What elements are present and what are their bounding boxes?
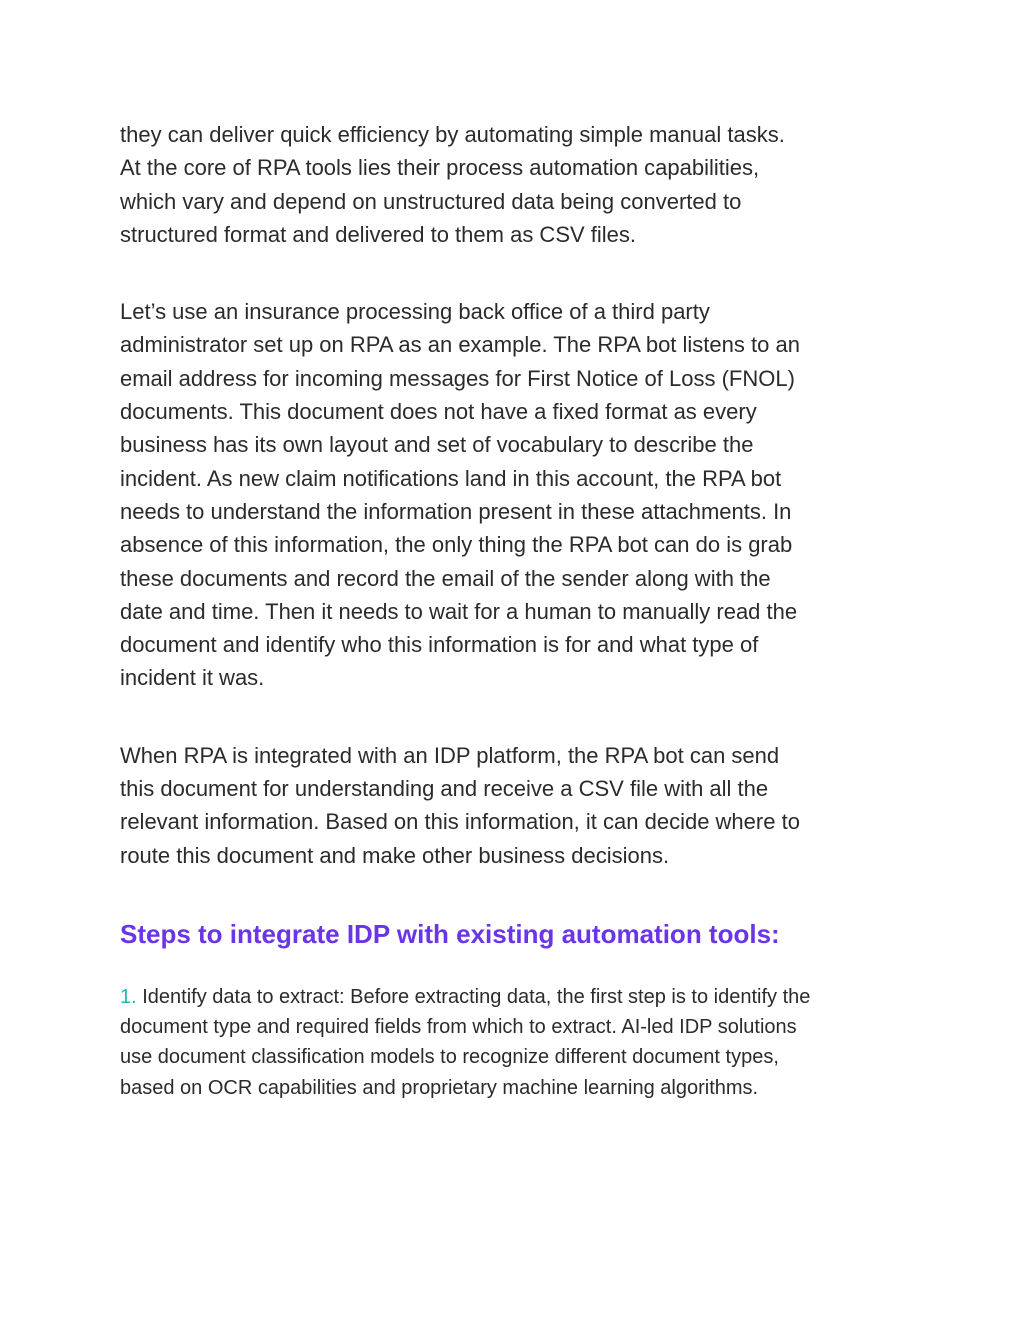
- text-line: When RPA is integrated with an IDP platform, the RPA bot can send: [120, 742, 780, 768]
- text-line: based on OCR capabilities and proprietary machine learning algorithms.: [120, 1076, 759, 1099]
- text-line: business has its own layout and set of vocabulary to describe the: [120, 432, 754, 458]
- text-line: documents. This document does not have a fixed format as every: [120, 399, 757, 425]
- text-line: Let’s use an insurance processing back office of a third party: [120, 299, 710, 325]
- text-line: Identify data to extract: Before extracting data, the first step is to identify the: [136, 985, 811, 1008]
- text-line: these documents and record the email of the sender along with the: [120, 565, 771, 591]
- section-heading: Steps to integrate IDP with existing automation tools:: [120, 918, 780, 949]
- text-line: At the core of RPA tools lies their process automation capabilities,: [120, 155, 760, 181]
- step-item-1: [120, 982, 920, 1103]
- text-line: route this document and make other business decisions.: [120, 842, 670, 868]
- text-line: incident it was.: [120, 665, 265, 691]
- text-line: this document for understanding and receive a CSV file with all the: [120, 776, 769, 802]
- text-line: email address for incoming messages for First Notice of Loss (FNOL): [120, 365, 795, 391]
- text-line: incident. As new claim notifications land in this account, the RPA bot: [120, 465, 782, 491]
- text-line: document type and required fields from which to extract. AI-led IDP solutions: [120, 1016, 797, 1039]
- text-line: use document classification models to recognize different document types,: [120, 1046, 779, 1069]
- paragraph-idp-integration: [120, 739, 910, 872]
- text-line: needs to understand the information present in these attachments. In: [120, 498, 792, 524]
- text-line: they can deliver quick efficiency by automating simple manual tasks.: [120, 122, 785, 147]
- text-line: relevant information. Based on this information, it can decide where to: [120, 809, 800, 835]
- text-line: document and identify who this information is for and what type of: [120, 632, 759, 658]
- text-line: date and time. Then it needs to wait for a human to manually read the: [120, 598, 798, 624]
- text-line: which vary and depend on unstructured data being converted to: [120, 188, 742, 214]
- document-body: [120, 118, 910, 1103]
- step-number: 1.: [120, 985, 137, 1008]
- paragraph-rpa-intro: [120, 118, 910, 251]
- text-line: absence of this information, the only thing the RPA bot can do is grab: [120, 532, 793, 558]
- text-line: administrator set up on RPA as an example. The RPA bot listens to an: [120, 332, 800, 358]
- text-line: structured format and delivered to them as CSV files.: [120, 221, 637, 247]
- paragraph-insurance-example: [120, 295, 910, 695]
